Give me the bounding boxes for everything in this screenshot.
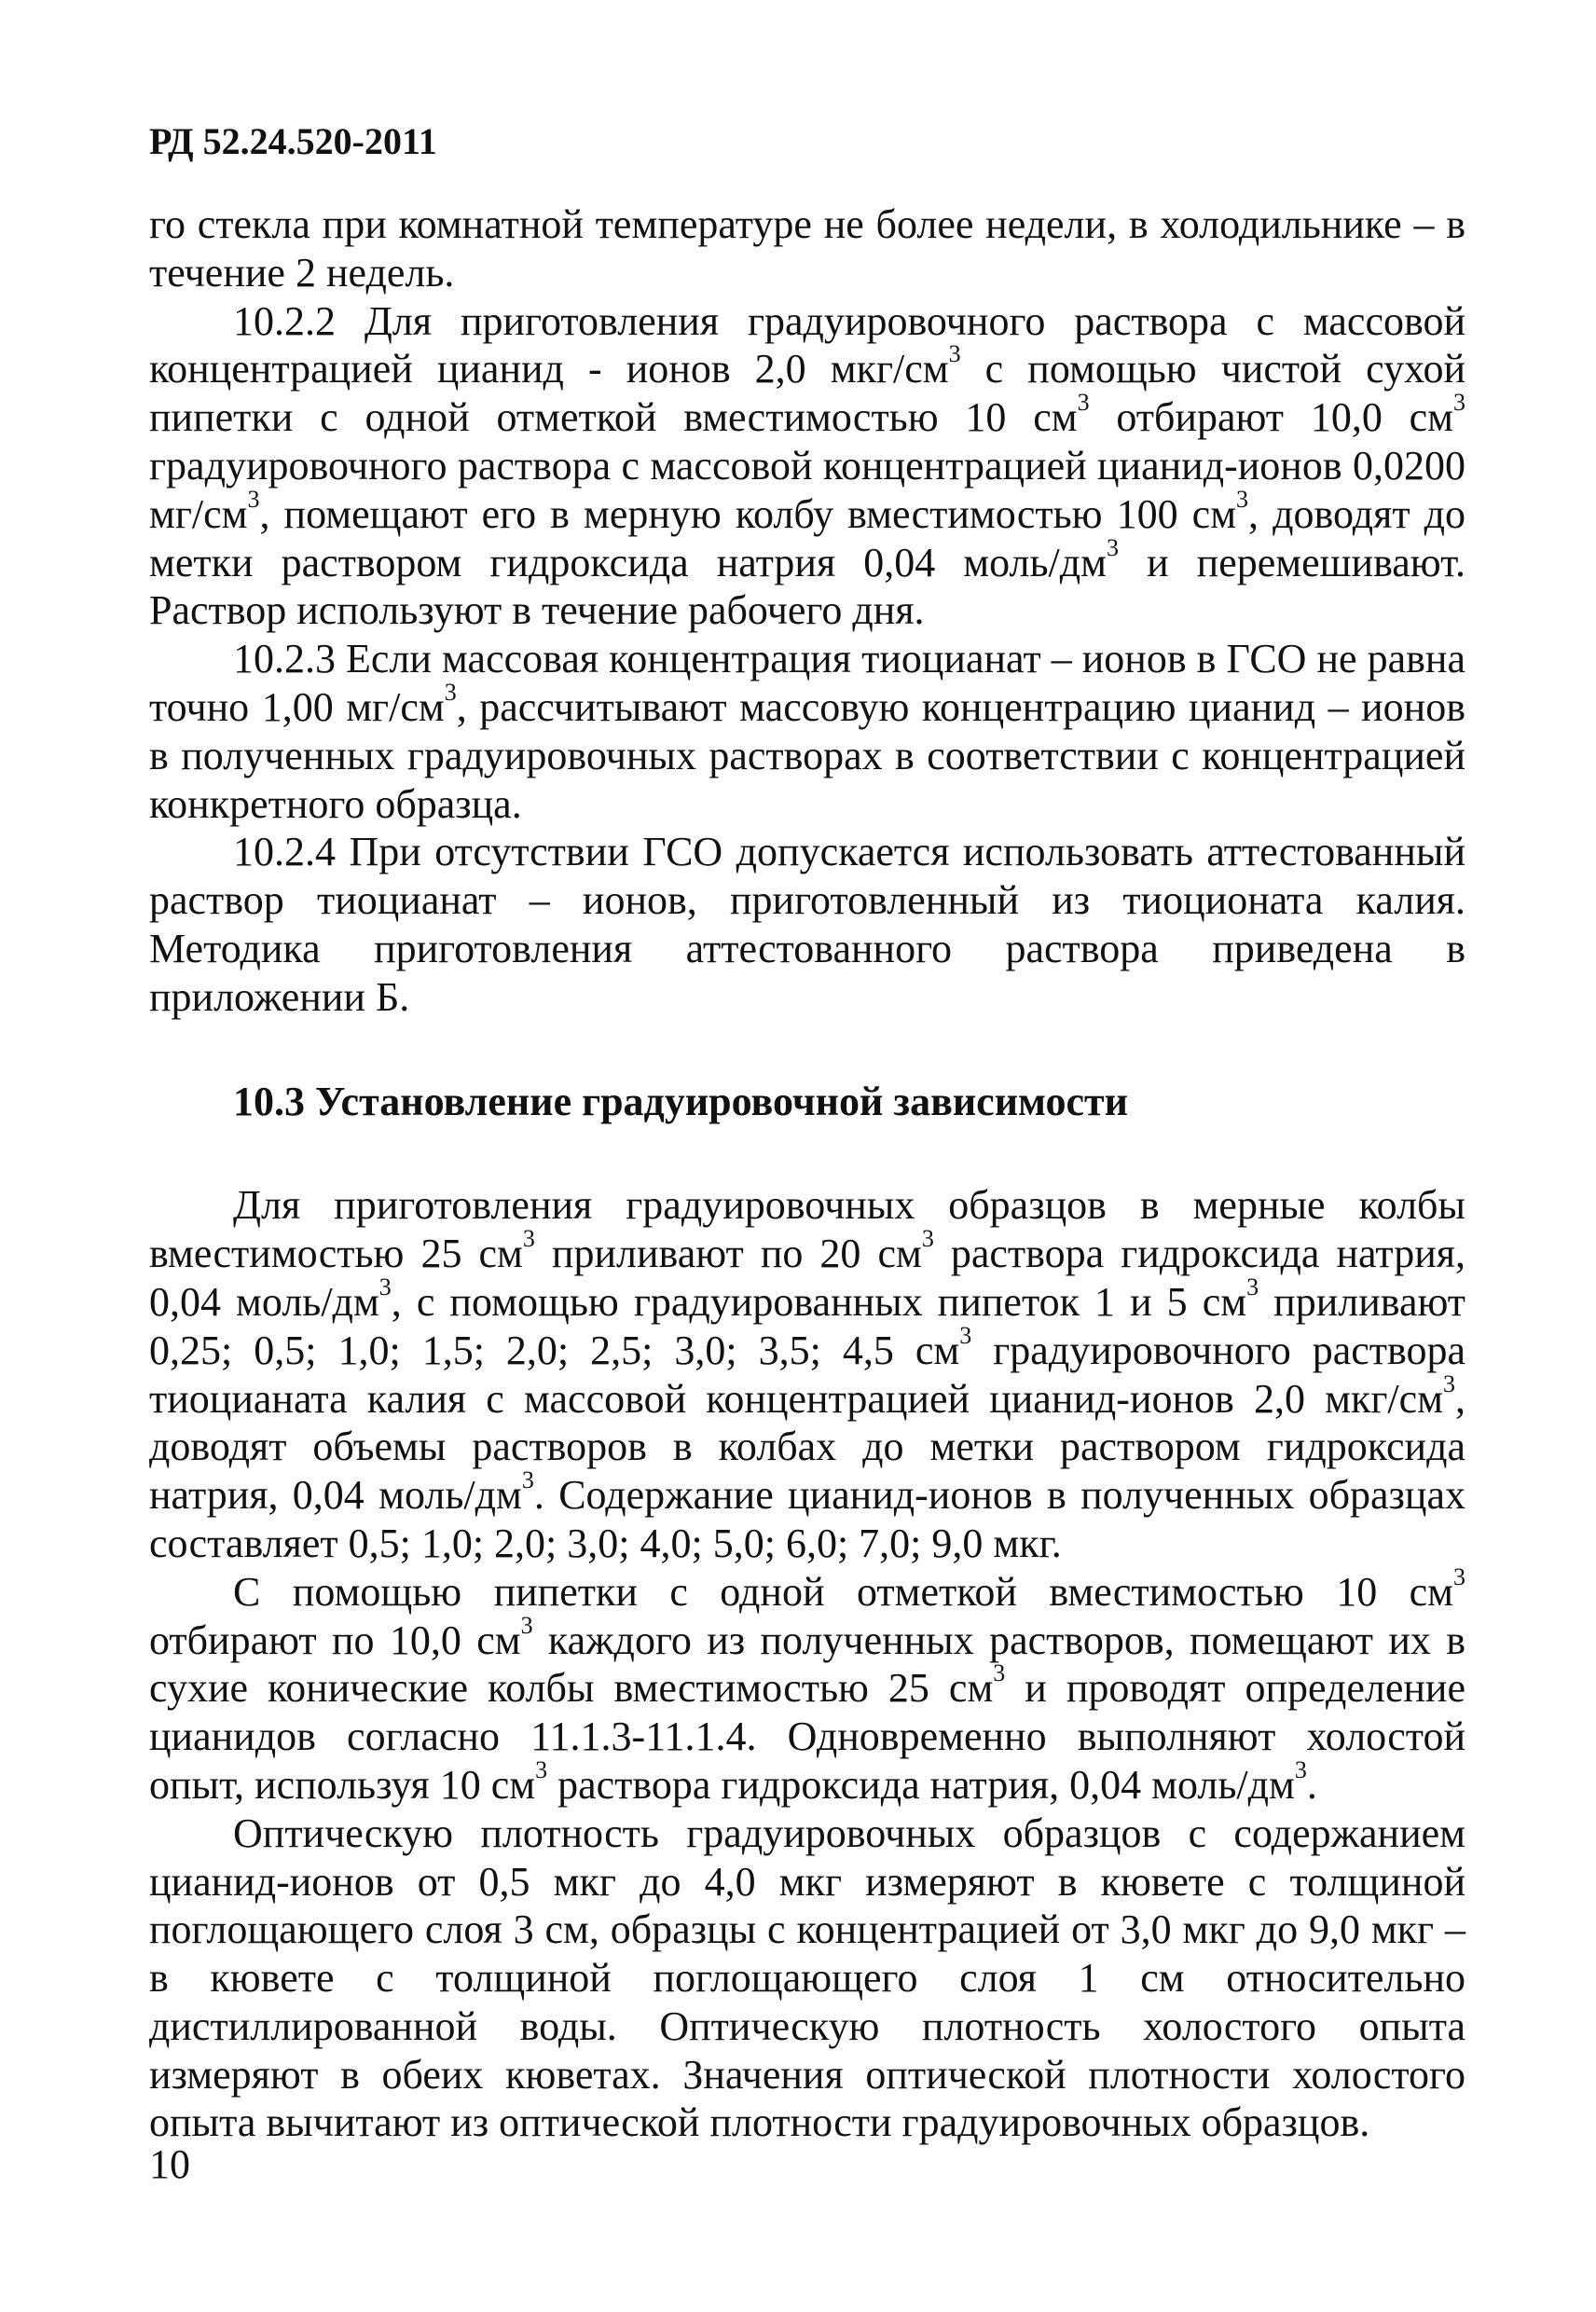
paragraph-pipette-procedure: С помощью пипетки с одной отметкой вместимостью 10 $см^3$ отбирают по 10,0 $см^3$ каждого из полученных растворов, помещают их в сухие конические колбы вместимостью 25 $см^3$ и проводят определение цианидов согласно 11.1.3-11.1.4. Одновременно выполняют холостой опыт, используя 10 $см^3$ раствора гидроксида натрия, 0,04 моль/$дм^3$.	[149, 1562, 1465, 1808]
superscript-3: 3	[1246, 1273, 1259, 1300]
document-body	[149, 200, 1465, 2147]
section-heading-10-3: 10.3 Установление градуировочной зависимости	[233, 1078, 1128, 1124]
paragraph-optical-density: Оптическую плотность градуировочных образцов с содержанием цианид-ионов от 0,5 мкг до 4,0 мкг измеряют в кювете с толщиной поглощающего слоя 3 см, образцы с концентрацией от 3,0 мкг до 9,0 мкг – в кювете с толщиной поглощающего слоя 1 см относительно дистиллированной воды. Оптическую плотность холостого опыта измеряют в обеих кюветах. Значения оптической плотности холостого опыта вычитают из оптической плотности градуировочных образцов.	[149, 1810, 1465, 2146]
spacer	[149, 1022, 1465, 1078]
superscript-3: 3	[1107, 533, 1120, 561]
paragraph-continuation: го стекла при комнатной температуре не более недели, в холодильнике – в течение 2 недель.	[149, 201, 1465, 296]
paragraph-10-2-4: 10.2.4 При отсутствии ГСО допускается использовать аттестованный раствор тиоцианат – ионов, приготовленный из тиоционата калия. Методика приготовления аттестованного раствора приведена в приложении Б.	[149, 829, 1465, 1020]
paragraph-10-2-3: 10.2.3 Если массовая концентрация тиоцианат – ионов в ГСО не равна точно 1,00 $мг/см^3$, рассчитывают массовую концентрацию цианид – ионов в полученных градуировочных растворах в соответствии с концентрацией конкретного образца.	[149, 636, 1465, 827]
superscript-3: 3	[993, 1659, 1006, 1687]
spacer	[149, 1125, 1465, 1181]
superscript-3: 3	[1443, 1369, 1455, 1397]
superscript-3: 3	[520, 1611, 533, 1639]
superscript-3: 3	[535, 1755, 548, 1783]
paragraph-calibration-samples: Для приготовления градуировочных образцов в мерные колбы вместимостью 25 $см^3$ приливают по 20 $см^3$ раствора гидроксида натрия, 0,04 моль/$дм^3$, с помощью градуированных пипеток 1 и 5 $см^3$ приливают 0,25; 0,5; 1,0; 1,5; 2,0; 2,5; 3,0; 3,5; 4,5 $см^3$ градуировочного раствора тиоцианата калия с массовой концентрацией цианид-ионов 2,0 мкг/$см^3$, доводят объемы растворов в колбах до метки раствором гидроксида натрия, 0,04 моль/$дм^3$. Содержание цианид-ионов в полученных образцах составляет 0,5; 1,0; 2,0; 3,0; 4,0; 5,0; 6,0; 7,0; 9,0 мкг.	[149, 1182, 1466, 1566]
superscript-3: 3	[247, 485, 260, 513]
document-code-header: РД 52.24.520-2011	[149, 120, 437, 162]
superscript-3: 3	[522, 1225, 535, 1253]
superscript-3: 3	[1294, 1755, 1307, 1783]
page-number: 10	[149, 2141, 190, 2187]
superscript-3: 3	[378, 1273, 392, 1300]
superscript-3: 3	[948, 340, 961, 368]
superscript-3: 3	[444, 678, 457, 706]
superscript-3: 3	[959, 1321, 972, 1349]
superscript-3: 3	[1077, 389, 1090, 417]
paragraph-10-2-2: 10.2.2 Для приготовления градуировочного раствора с массовой концентрацией цианид - ионов 2,0 мкг/$см^3$ с помощью чистой сухой пипетки с одной отметкой вместимостью 10 $см^3$ отбирают 10,0 $см^3$ градуировочного раствора с массовой концентрацией цианид-ионов 0,0200 $мг/см^3$, помещают его в мерную колбу вместимостью 100 $см^3$, доводят до метки раствором гидроксида натрия 0,04 моль/$дм^3$ и перемешивают. Раствор используют в течение рабочего дня.	[149, 297, 1465, 634]
superscript-3: 3	[1453, 389, 1465, 417]
superscript-3: 3	[1236, 485, 1249, 513]
superscript-3: 3	[521, 1466, 534, 1494]
superscript-3: 3	[1453, 1562, 1465, 1590]
superscript-3: 3	[921, 1225, 934, 1253]
